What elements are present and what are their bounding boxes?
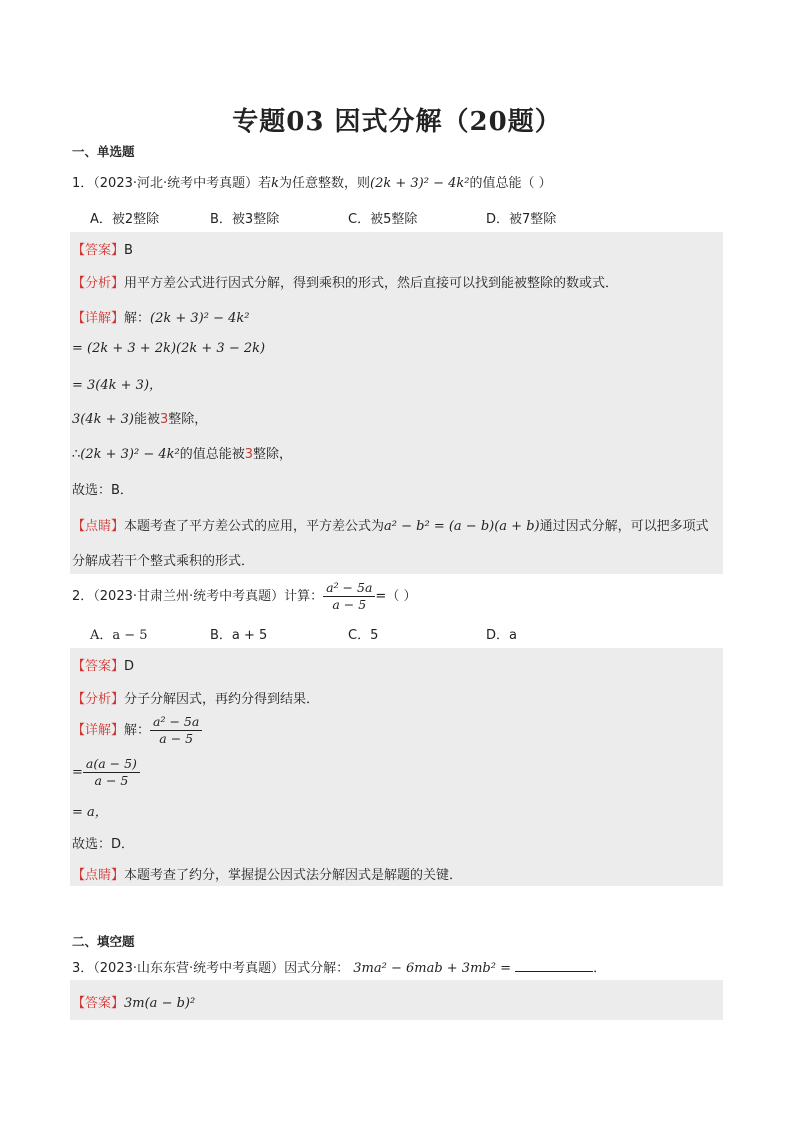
- q2-step-fraction: $\frac{a(a - 5)}{a - 5}$: [83, 756, 140, 789]
- q2-fraction: $\frac{\text{a² − 5a}}{a - 5}$: [323, 580, 375, 613]
- section-heading-fill-blank: 二、填空题: [72, 934, 135, 949]
- q3-answer: 【答案】3m(a − b)²: [72, 996, 196, 1011]
- q2-detail: 【详解】解： $\frac{\text{a² − 5a}}{a - 5}$: [72, 714, 202, 747]
- q3-answer-blank[interactable]: [515, 959, 593, 972]
- q1-step-4: ∴(2k + 3)² − 4k²的值总能被3整除，: [72, 447, 293, 462]
- q1-conclusion: 故选：B．: [72, 483, 133, 498]
- q1-step-2: = 3(4k + 3)，: [72, 378, 163, 393]
- question-2-solution-box: [70, 648, 723, 886]
- q2-option-c[interactable]: C．5: [348, 628, 379, 643]
- q2-point: 【点睛】本题考查了约分，掌握提公因式法分解因式是解题的关键．: [72, 868, 463, 883]
- q2-option-a[interactable]: A．a − 5: [90, 628, 148, 643]
- q1-option-b[interactable]: B．被3整除: [210, 212, 280, 227]
- q2-analysis: 【分析】分子分解因式，再约分得到结果．: [72, 692, 320, 707]
- q1-option-a[interactable]: A．被2整除: [90, 212, 160, 227]
- q2-step-1: = $\frac{a(a - 5)}{a - 5}$: [72, 756, 140, 789]
- q2-option-b[interactable]: B．a + 5: [210, 628, 268, 643]
- q1-analysis: 【分析】用平方差公式进行因式分解，得到乘积的形式，然后直接可以找到能被整除的数或式．: [72, 276, 619, 291]
- question-2-stem: 2．（2023·甘肃兰州·统考中考真题）计算： $\frac{\text{a² − 5a}}{a - 5}$ =（ ）: [72, 580, 417, 612]
- section-heading-single-choice: 一、单选题: [72, 144, 135, 159]
- q1-option-c[interactable]: C．被5整除: [348, 212, 418, 227]
- q2-conclusion: 故选：D．: [72, 837, 135, 852]
- q2-step-2: = a，: [72, 805, 108, 820]
- q1-point: 【点睛】本题考查了平方差公式的应用，平方差公式为a² − b² = (a − b)(a + b)通过因式分解，可以把多项式: [72, 519, 709, 534]
- question-3-stem: 3．（2023·山东东营·统考中考真题）因式分解： 3ma² − 6mab + 3mb² = ．: [72, 961, 607, 976]
- page-title: 专题03 因式分解（20题）: [232, 107, 562, 137]
- q2-answer: 【答案】D: [72, 659, 135, 674]
- q1-step-1: = (2k + 3 + 2k)(2k + 3 − 2k): [72, 341, 266, 356]
- q1-option-d[interactable]: D．被7整除: [486, 212, 557, 227]
- q2-option-d[interactable]: D．a: [486, 628, 517, 643]
- q1-point-cont: 分解成若干个整式乘积的形式．: [72, 554, 255, 569]
- q1-detail: 【详解】解：(2k + 3)² − 4k²: [72, 311, 250, 326]
- q2-detail-fraction: $\frac{\text{a² − 5a}}{a - 5}$: [150, 714, 202, 747]
- q1-answer: 【答案】B: [72, 243, 133, 258]
- question-1-stem: 1．（2023·河北·统考中考真题）若k为任意整数，则(2k + 3)² − 4k²的值总能（ ）: [72, 176, 552, 191]
- q1-step-3: 3(4k + 3)能被3整除，: [72, 412, 208, 427]
